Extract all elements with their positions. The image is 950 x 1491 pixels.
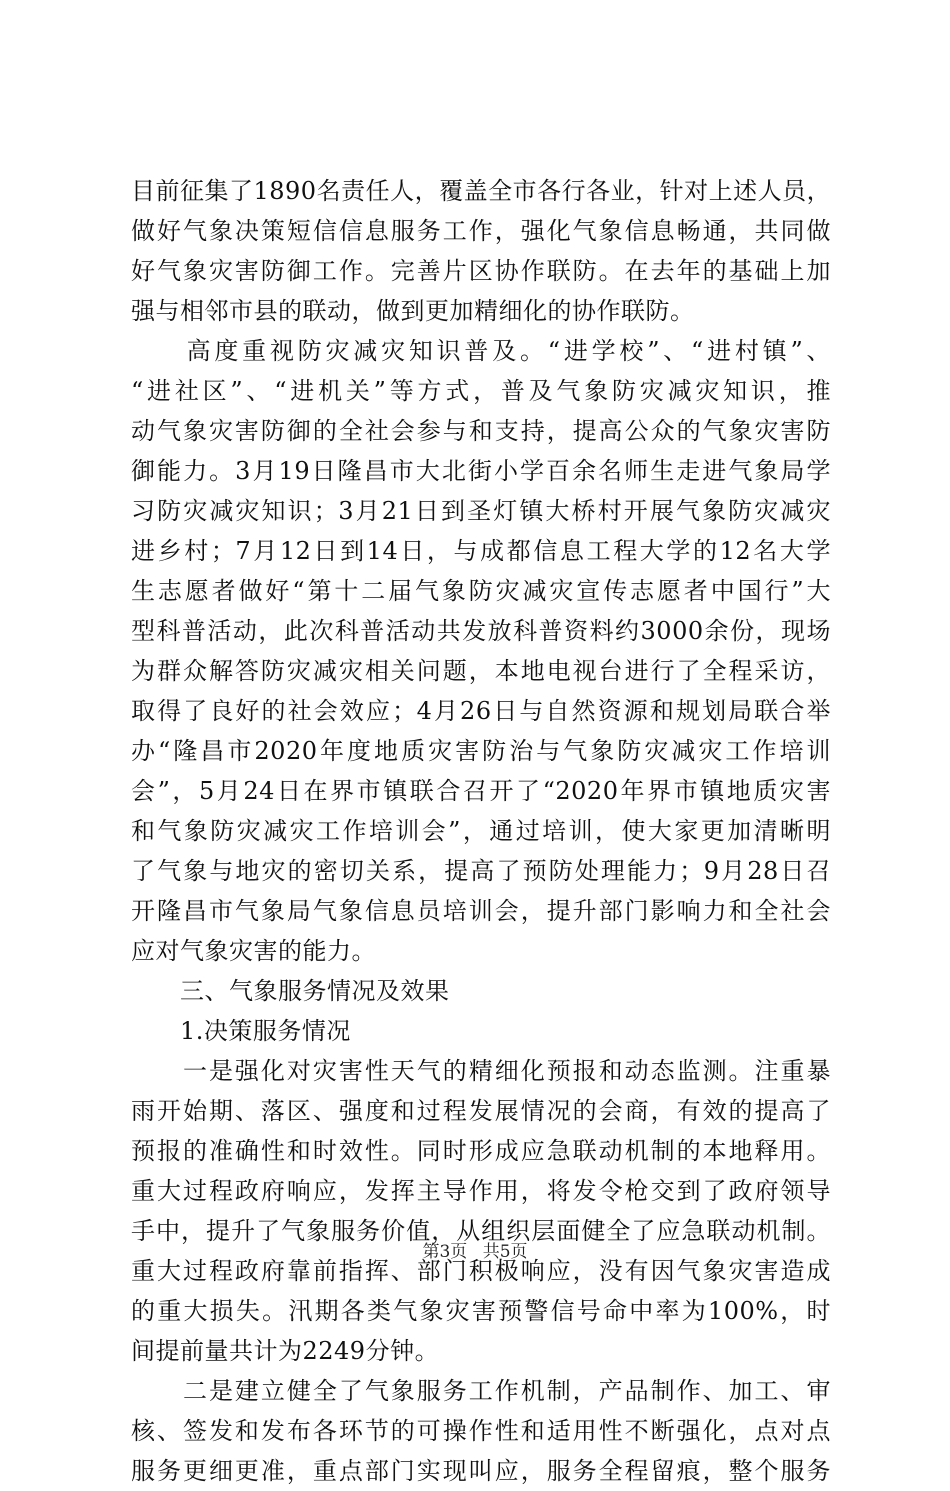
text-line: 目前征集了1890名责任人，覆盖全市各行各业，针对上述人员， — [131, 177, 832, 205]
page-total: 共5页 — [482, 1242, 528, 1262]
text-line: 强与相邻市县的联动，做到更加精细化的协作联防。 — [131, 297, 695, 325]
text-line: 和气象防灾减灾工作培训会”，通过培训，使大家更加清晰明 — [131, 817, 831, 845]
text-line: 做好气象决策短信信息服务工作，强化气象信息畅通，共同做 — [131, 217, 831, 245]
text-line: 开隆昌市气象局气象信息员培训会，提升部门影响力和全社会 — [131, 897, 831, 925]
text-line: 进乡村；7月12日到14日，与成都信息工程大学的12名大学 — [131, 537, 831, 565]
text-line: 了气象与地灾的密切关系，提高了预防处理能力；9月28日召 — [131, 857, 831, 885]
text-line: 重大过程政府靠前指挥、部门积极响应，没有因气象灾害造成 — [131, 1257, 831, 1285]
text-line: “进社区”、“进机关”等方式，普及气象防灾减灾知识，推 — [131, 377, 831, 405]
text-line: 动气象灾害防御的全社会参与和支持，提高公众的气象灾害防 — [131, 417, 831, 445]
text-line: 手中，提升了气象服务价值，从组织层面健全了应急联动机制。 — [131, 1217, 831, 1245]
text-line: 为群众解答防灾减灾相关问题，本地电视台进行了全程采访， — [131, 657, 831, 685]
text-line: 好气象灾害防御工作。完善片区协作联防。在去年的基础上加 — [131, 257, 831, 285]
text-line: 重大过程政府响应，发挥主导作用，将发令枪交到了政府领导 — [131, 1177, 831, 1205]
text-line: 一是强化对灾害性天气的精细化预报和动态监测。注重暴 — [131, 1057, 831, 1085]
text-line: 生志愿者做好“第十二届气象防灾减灾宣传志愿者中国行”大 — [131, 577, 831, 605]
subsection-heading: 1.决策服务情况 — [131, 1017, 351, 1045]
section-heading: 三、气象服务情况及效果 — [131, 977, 450, 1005]
text-line: 服务更细更准，重点部门实现叫应，服务全程留痕，整个服务 — [131, 1457, 831, 1485]
text-line: 二是建立健全了气象服务工作机制，产品制作、加工、审 — [131, 1377, 831, 1405]
text-line: 雨开始期、落区、强度和过程发展情况的会商，有效的提高了 — [131, 1097, 831, 1125]
text-line: 的重大损失。汛期各类气象灾害预警信号命中率为100%，时 — [131, 1297, 831, 1325]
text-line: 办“隆昌市2020年度地质灾害防治与气象防灾减灾工作培训 — [131, 737, 831, 765]
text-line: 会”，5月24日在界市镇联合召开了“2020年界市镇地质灾害 — [131, 777, 831, 805]
text-line: 间提前量共计为2249分钟。 — [131, 1337, 440, 1365]
document-body — [131, 171, 831, 1491]
text-line: 御能力。3月19日隆昌市大北街小学百余名师生走进气象局学 — [131, 457, 831, 485]
text-line: 核、签发和发布各环节的可操作性和适用性不断强化，点对点 — [131, 1417, 831, 1445]
text-line: 习防灾减灾知识；3月21日到圣灯镇大桥村开展气象防灾减灾 — [131, 497, 831, 525]
text-line: 取得了良好的社会效应；4月26日与自然资源和规划局联合举 — [131, 697, 831, 725]
text-line: 预报的准确性和时效性。同时形成应急联动机制的本地释用。 — [131, 1137, 831, 1165]
text-line: 高度重视防灾减灾知识普及。“进学校”、“进村镇”、 — [131, 337, 831, 365]
text-line: 型科普活动，此次科普活动共发放科普资料约3000余份，现场 — [131, 617, 831, 645]
page-number: 第3页 — [422, 1242, 468, 1262]
page-footer — [0, 1240, 950, 1264]
text-line: 应对气象灾害的能力。 — [131, 937, 376, 965]
